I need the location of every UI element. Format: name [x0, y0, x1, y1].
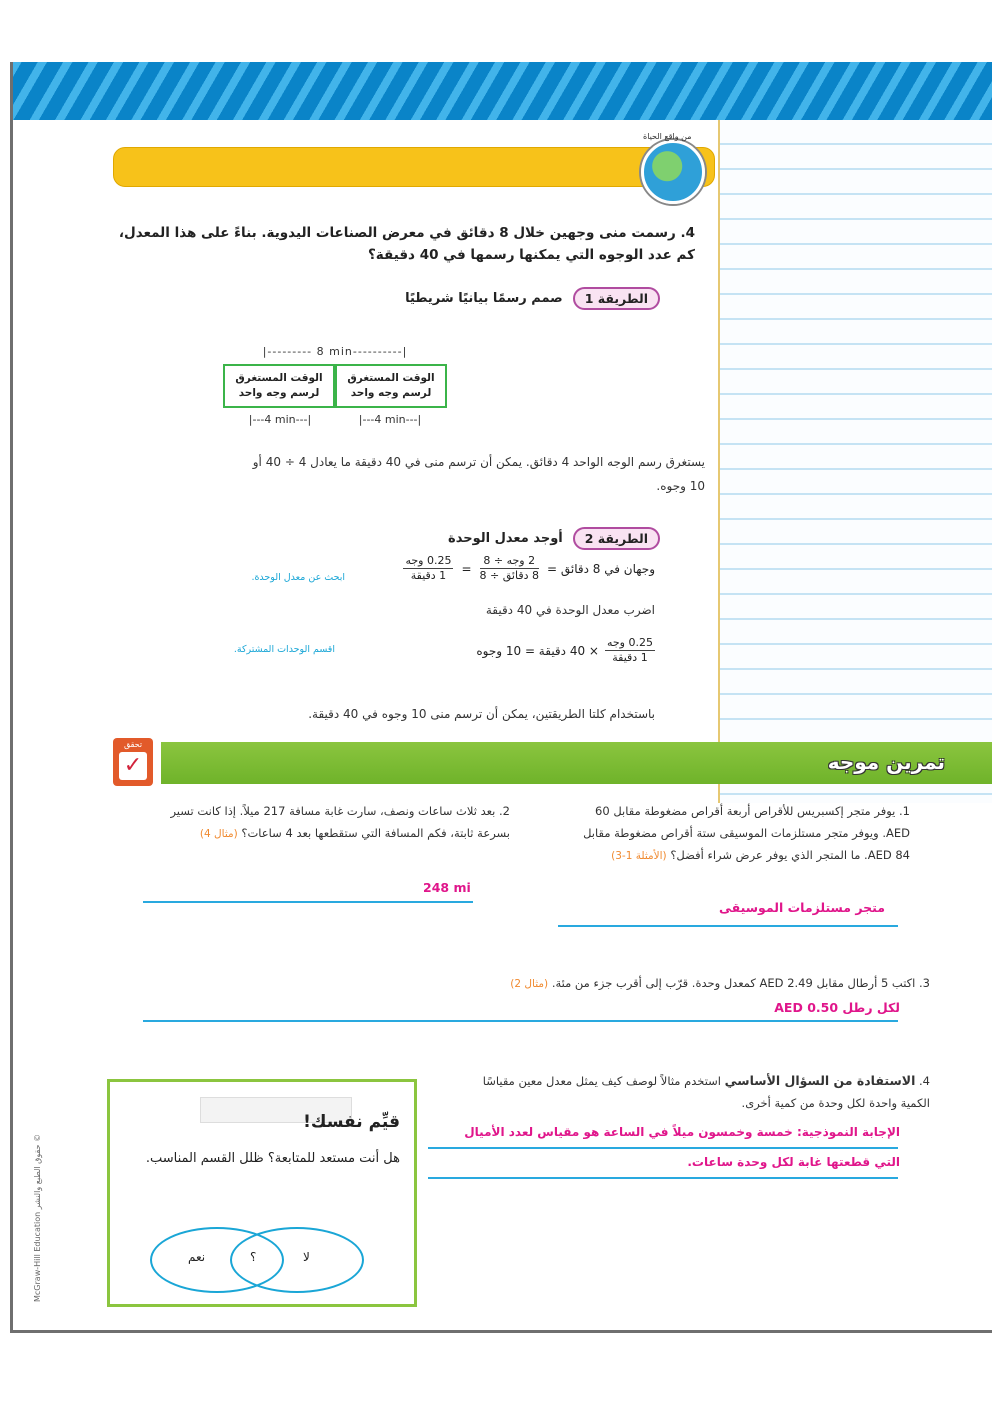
multiply-equation — [476, 636, 655, 665]
globe-icon — [641, 140, 705, 204]
self-check-text: هل أنت مستعد للمتابعة؟ ظلل القسم المناسب. — [145, 1151, 400, 1166]
explanation-line-1: يستغرق رسم الوجه الواحد 4 دقائق. يمكن أن ترسم منى في 40 دقيقة ما يعادل 4 ÷ 40 أو — [252, 455, 705, 469]
fraction-numerator: 0.25 وجه — [606, 636, 653, 649]
tape-cell: الوقت المستغرق لرسم وجه واحد — [223, 364, 335, 408]
practice-question-2 — [140, 800, 510, 845]
answer-line — [143, 1020, 898, 1022]
question-line-1: رسمت منى وجهين خلال 8 دقائق في معرض الصناعات اليدوية. بناءً على هذا المعدل، — [118, 225, 676, 241]
practice-question-4 — [450, 1070, 930, 1114]
answer-line — [428, 1147, 898, 1149]
example-banner — [113, 147, 715, 187]
question-number: 3. — [919, 976, 930, 990]
rate-equation — [403, 554, 655, 583]
method-2-header — [448, 527, 660, 550]
method-1-explanation — [145, 450, 705, 498]
answer-2: 248 mi — [423, 880, 471, 895]
answer-4-line-1: الإجابة النموذجية: خمسة وخمسون ميلاً في الساعة هو مقياس لعدد الأميال — [464, 1125, 900, 1139]
fraction-denominator: 1 دقيقة — [612, 651, 648, 664]
tape-part-labels — [225, 413, 445, 426]
example-question — [115, 222, 695, 266]
guided-practice-banner — [161, 742, 992, 784]
question-number: 4. — [680, 225, 695, 241]
question-line-2: كم عدد الوجوه التي يمكنها رسمها في 40 دقيقة؟ — [367, 247, 695, 263]
method-1-label: الطريقة 1 — [573, 287, 660, 310]
question-hint: (مثال 2) — [510, 978, 549, 990]
method-1-header — [405, 287, 660, 310]
method-2-title: أوجد معدل الوحدة — [448, 531, 563, 546]
side-note-unit-rate: ابحث عن معدل الوحدة. — [251, 572, 345, 583]
equals-sign: = — [461, 561, 472, 576]
header-stripe-band — [13, 62, 992, 120]
fraction-unit-rate — [605, 636, 655, 665]
rate-prefix: وجهان في 8 دقائق = — [546, 561, 655, 576]
check-label: تحقق — [123, 740, 143, 749]
method-1-title: صمم رسمًا بيانيًا شريطيًا — [405, 291, 563, 306]
venn-label-yes: نعم — [188, 1250, 206, 1264]
question-text: يوفر متجر إكسبريس للأقراص أربعة أقراص مضغوطة مقابل 60 AED. ويوفر متجر مستلزمات الموسيقى ستة أقراص مضغوطة مقابل 84 AED. ما المتجر الذي يوفر عرض شراء أفضل؟ — [583, 804, 910, 862]
answer-line — [558, 925, 898, 927]
answer-4-line-2: التي قطعتها غابة لكل وحدة ساعات. — [687, 1155, 900, 1169]
fraction-divide — [480, 554, 539, 583]
answer-3: AED 0.50 لكل رطل — [774, 1000, 900, 1015]
tape-diagram — [223, 364, 447, 408]
guided-practice-title: تمرين موجه — [827, 750, 945, 774]
tape-part-label: |---4 min---| — [358, 413, 422, 426]
answer-line — [428, 1177, 898, 1179]
checkmark-icon: ✓ — [119, 752, 147, 780]
practice-question-3 — [510, 972, 930, 995]
explanation-line-2: 10 وجوه. — [656, 479, 705, 493]
practice-question-1 — [570, 800, 910, 867]
self-check-title: قيِّم نفسك! — [303, 1112, 400, 1132]
fraction-numerator: 2 وجه ÷ 8 — [480, 554, 539, 569]
essential-question-heading: الاستفادة من السؤال الأساسي — [724, 1073, 916, 1088]
tape-cell: الوقت المستغرق لرسم وجه واحد — [335, 364, 447, 408]
question-text: اكتب 5 أرطال مقابل 2.49 AED كمعدل وحدة. قرّب إلى أقرب جزء من مئة. — [551, 976, 916, 990]
answer-1: متجر مستلزمات الموسيقى — [719, 900, 885, 915]
venn-label-maybe: ؟ — [250, 1250, 257, 1264]
venn-label-no: لا — [303, 1250, 310, 1264]
check-badge — [113, 738, 153, 786]
fraction-denominator: 1 دقيقة — [410, 569, 447, 582]
question-text: بعد ثلاث ساعات ونصف، سارت غابة مسافة 217 ميلاً. إذا كانت تسير بسرعة ثابتة، فكم المسافة التي ستقطعها بعد 4 ساعات؟ — [170, 804, 510, 840]
question-number: 4. — [919, 1074, 930, 1088]
question-number: 1. — [899, 804, 910, 818]
notes-lined-area — [718, 120, 992, 803]
method-2-label: الطريقة 2 — [573, 527, 660, 550]
fraction-denominator: 8 دقائق ÷ 8 — [479, 569, 539, 582]
question-text: استخدم مثالاً لوصف كيف يمثل معدل معين مقياسًا الكمية واحدة لكل وحدة من كمية أخرى. — [482, 1074, 930, 1110]
self-check-box — [107, 1079, 417, 1307]
workbook-page — [10, 62, 992, 1333]
answer-line — [143, 901, 473, 903]
multiply-result: × 40 دقيقة = 10 وجوه — [476, 643, 599, 658]
tape-total-label: |--------- 8 min----------| — [262, 345, 408, 358]
real-world-tag: من واقع الحياة — [643, 132, 692, 141]
tape-part-label: |---4 min---| — [248, 413, 312, 426]
multiply-instruction: اضرب معدل الوحدة في 40 دقيقة — [485, 603, 655, 617]
question-hint: (مثال 4) — [199, 828, 238, 840]
question-number: 2. — [499, 804, 510, 818]
question-hint: (الأمثلة 1-3) — [611, 850, 667, 862]
example-conclusion: باستخدام كلتا الطريقتين، يمكن أن ترسم منى 10 وجوه في 40 دقيقة. — [308, 707, 655, 721]
side-note-common-units: اقسم الوحدات المشتركة. — [233, 644, 335, 655]
copyright-side-text: McGraw-Hill Education حقوق الطبع والنشر © — [33, 1133, 42, 1302]
fraction-numerator: 0.25 وجه — [405, 554, 452, 567]
fraction-unit-rate — [403, 554, 453, 583]
